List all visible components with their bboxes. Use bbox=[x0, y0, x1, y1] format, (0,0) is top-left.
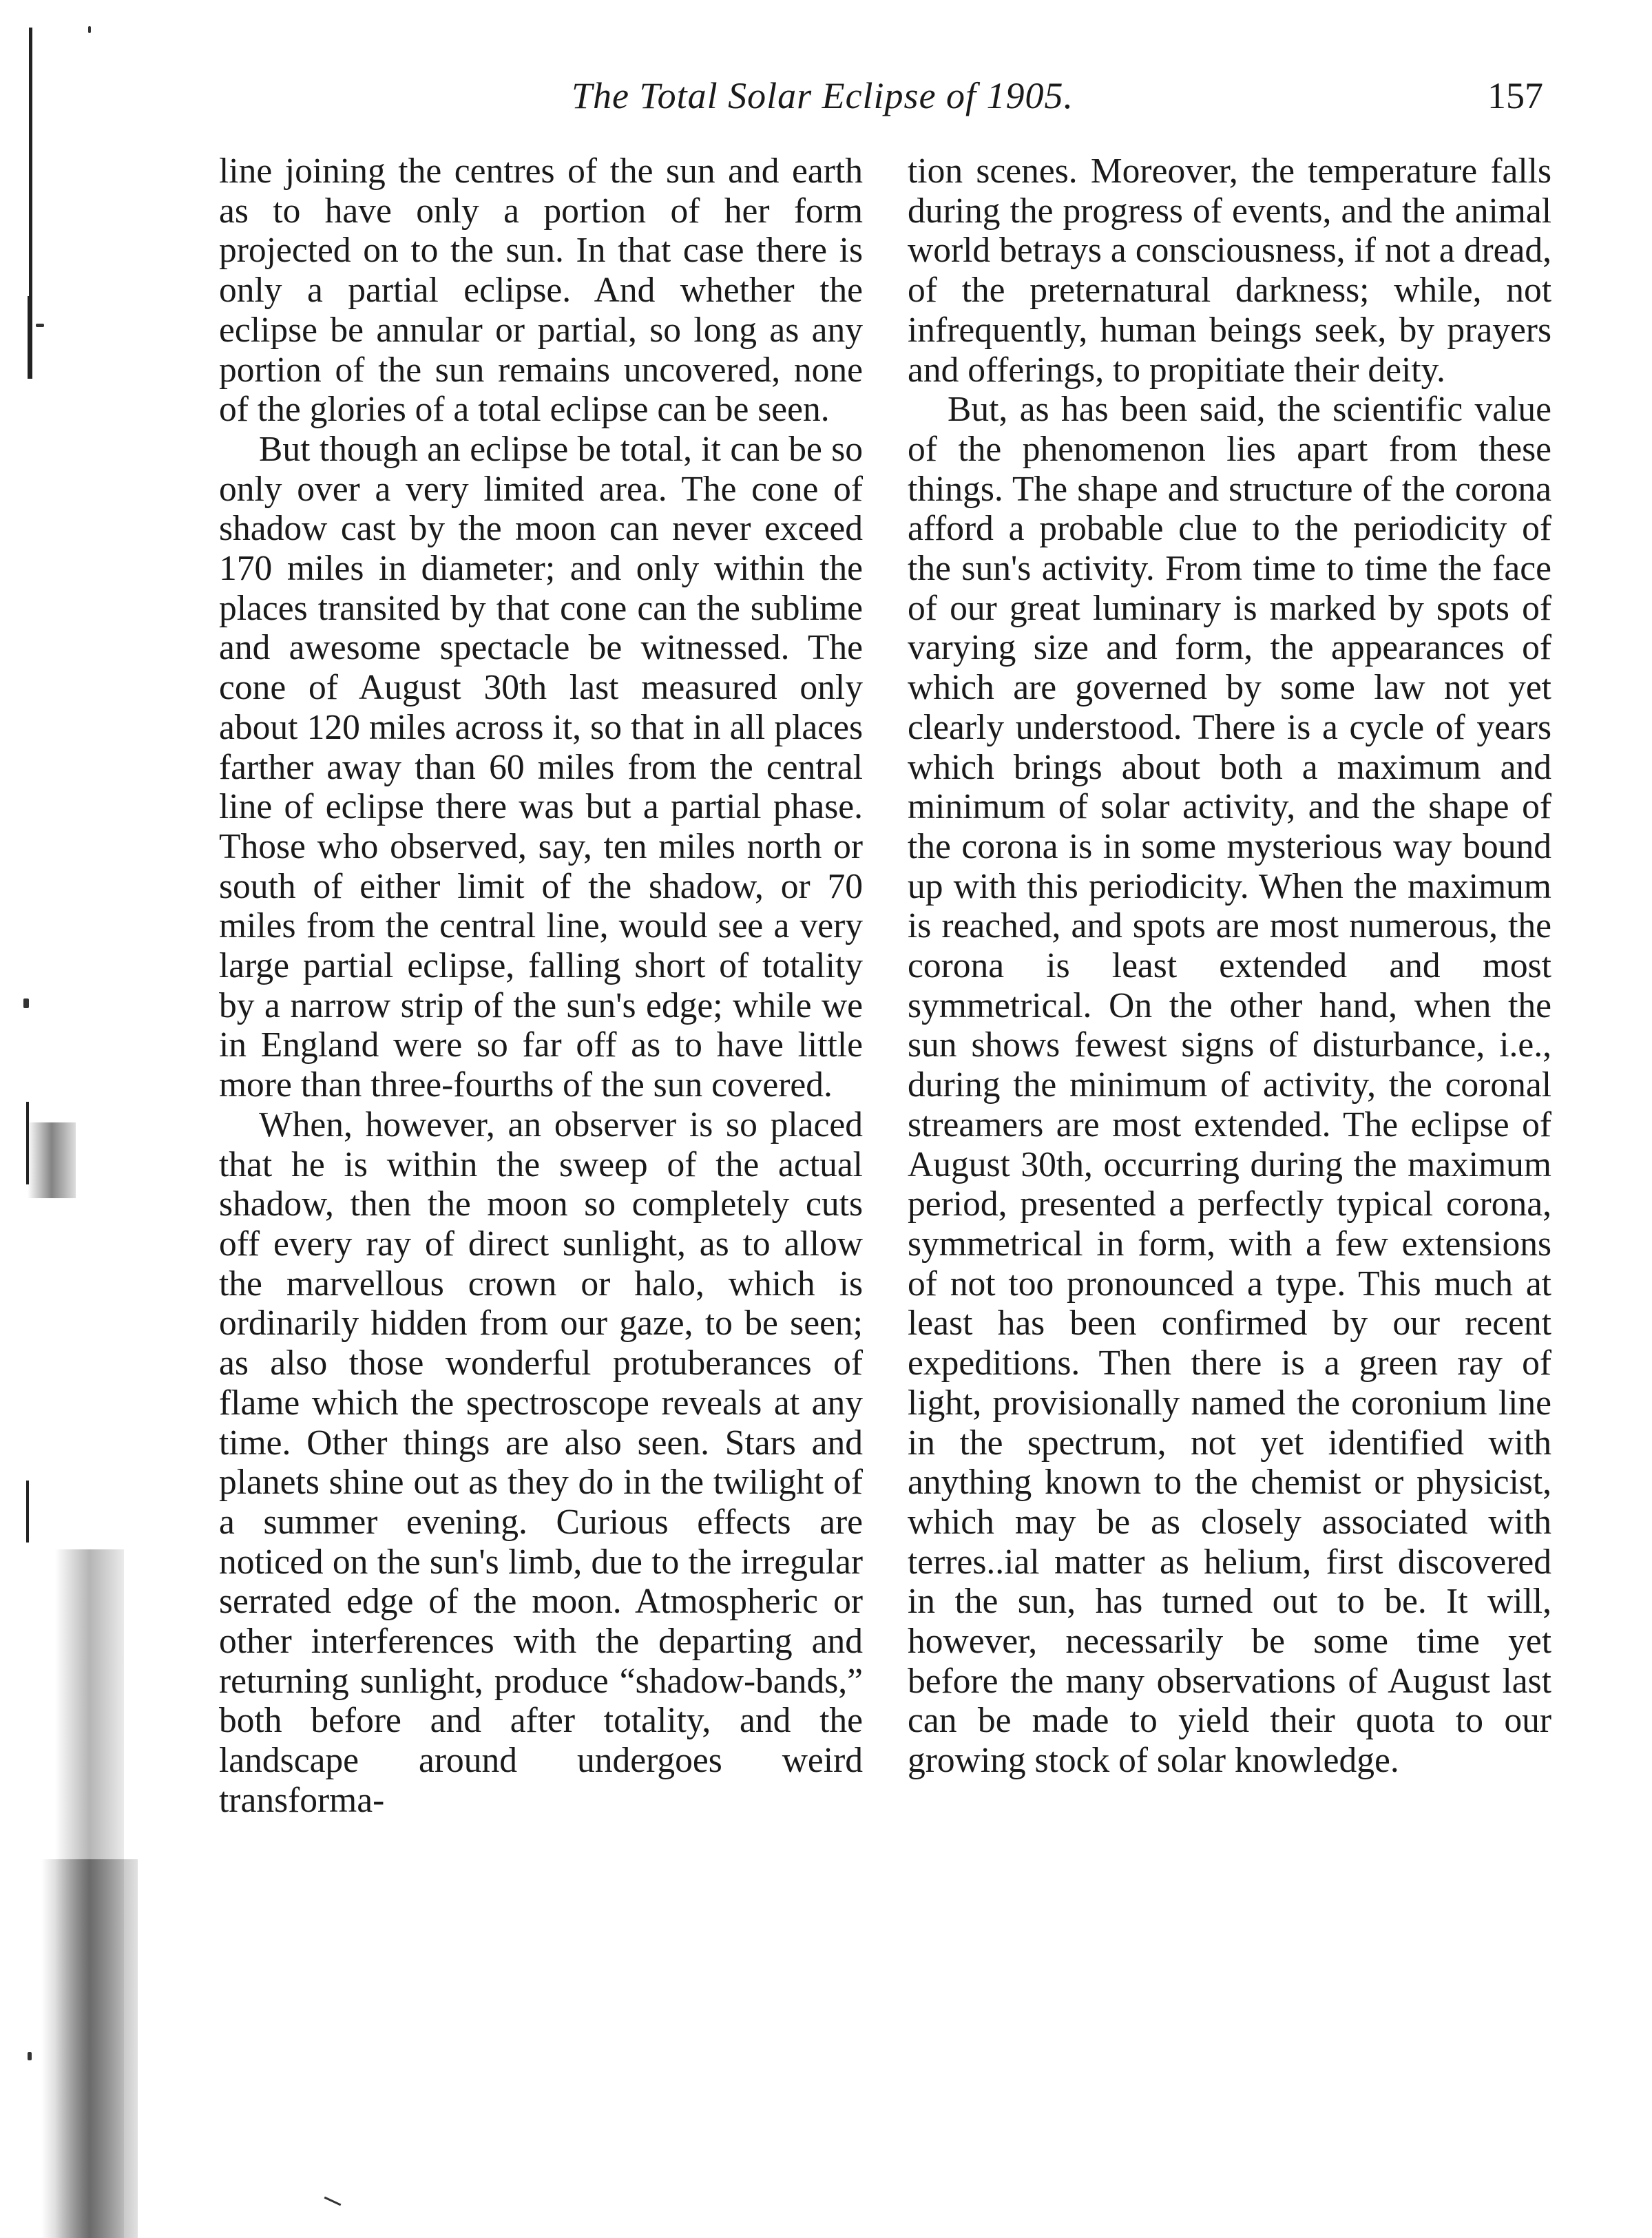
left-column bbox=[219, 151, 863, 1821]
edge-speck bbox=[88, 26, 91, 33]
edge-speck bbox=[23, 998, 29, 1008]
edge-smudge bbox=[28, 1122, 76, 1198]
edge-rule-lower bbox=[26, 1481, 29, 1542]
paragraph: When, however, an observer is so placed that he is within the sweep of the actual shadow, then the moon so completely cuts off every ray of direct sunlight, as to allow the marvellous crown or halo, which is ordinarily hidden from our gaze, to be seen; as also those wonderful protuberances of flame which the spectroscope reveals at any time. Other things are also seen. Stars and planets shine out as they do in the twilight of a summer evening. Curious effects are noticed on the sun's limb, due to the irregular serrated edge of the moon. Atmospheric or other interferences with the departing and returning sunlight, produce “shadow-bands,” both before and after totality, and the landscape around undergoes weird transforma- bbox=[219, 1105, 863, 1820]
page-number: 157 bbox=[1487, 75, 1543, 116]
running-head: The Total Solar Eclipse of 1905. bbox=[572, 75, 1074, 116]
binding-edge-artifacts bbox=[0, 0, 165, 2238]
paragraph: line joining the centres of the sun and earth as to have only a portion of her form projected on to the sun. In that case there is only a partial eclipse. And whether the eclipse be annular or partial, so long as any portion of the sun remains uncovered, none of the glories of a total eclipse can be seen. bbox=[219, 151, 863, 430]
edge-speck bbox=[36, 324, 44, 327]
paragraph: But, as has been said, the scientific value of the phenomenon lies apart from these things. The shape and structure of the corona afford a probable clue to the periodicity of the sun's activity. From time to time the face of our great luminary is marked by spots of varying size and form, the appearances of which are governed by some law not yet clearly understood. There is a cycle of years which brings about both a maximum and minimum of solar activity, and the shape of the corona is in some mysterious way bound up with this periodicity. When the maximum is reached, and spots are most numerous, the corona is least extended and most symmetrical. On the other hand, when the sun shows fewest signs of disturbance, i.e., during the minimum of activity, the coronal streamers are most extended. The eclipse of August 30th, occurring during the maximum period, presented a perfectly typical corona, symmetrical in form, with a few extensions of not too pronounced a type. This much at least has been confirmed by our recent expeditions. Then there is a green ray of light, provisionally named the coronium line in the spectrum, not yet identified with anything known to the chemist or physicist, which may be as closely associated with terres..ial matter as helium, first discovered in the sun, has turned out to be. It will, however, necessarily be some time yet before the many observations of August last can be made to yield their quota to our growing stock of solar knowledge. bbox=[908, 390, 1551, 1781]
paragraph: But though an eclipse be total, it can be so only over a very limited area. The cone of shadow cast by the moon can never exceed 170 miles in diameter; and only within the places transited by that cone can the sublime and awesome spectacle be witnessed. The cone of August 30th last measured only about 120 miles across it, so that in all places farther away than 60 miles from the central line of eclipse there was but a partial phase. Those who observed, say, ten miles north or south of either limit of the shadow, or 70 miles from the central line, would see a very large partial eclipse, falling short of totality by a narrow strip of the sun's edge; while we in England were so far off as to have little more than three-fourths of the sun covered. bbox=[219, 429, 863, 1105]
edge-smudge bbox=[41, 1859, 138, 2238]
paragraph: tion scenes. Moreover, the temperature falls during the progress of events, and the animal world betrays a consciousness, if not a dread, of the preternatural darkness; while, not infrequently, human beings seek, by prayers and offerings, to propitiate their deity. bbox=[908, 151, 1551, 390]
edge-speck bbox=[28, 2052, 32, 2060]
stray-ink-mark bbox=[324, 2197, 342, 2206]
edge-rule-mid bbox=[28, 296, 30, 379]
right-column bbox=[908, 151, 1551, 1781]
